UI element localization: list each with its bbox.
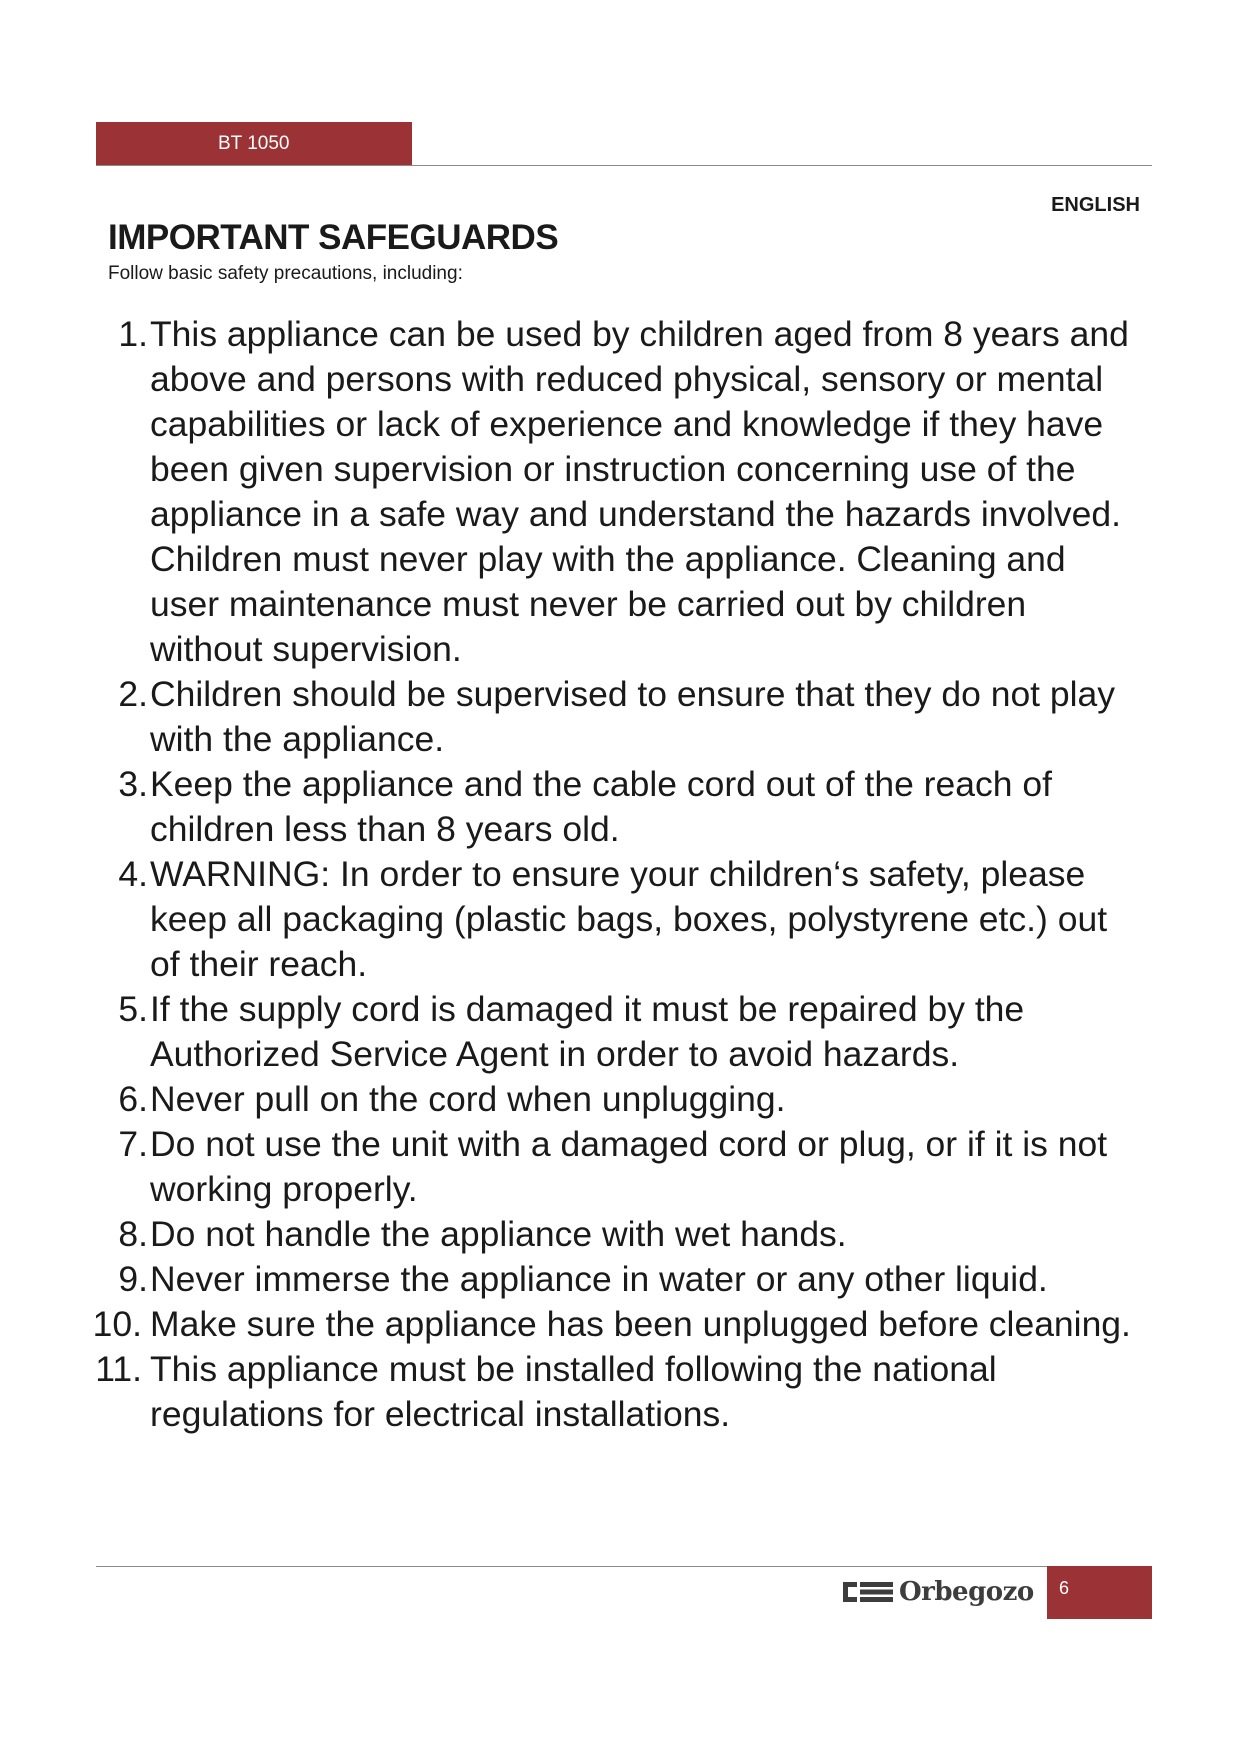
page-title: IMPORTANT SAFEGUARDS [108, 218, 559, 257]
brand-name: Orbegozo [899, 1577, 1034, 1607]
item-text: This appliance must be installed following the national regulations for electrical installations. [150, 1349, 997, 1434]
item-number: 5. [118, 989, 148, 1029]
page-number: 6 [1059, 1578, 1070, 1598]
item-text: WARNING: In order to ensure your children‘s safety, please keep all packaging (plastic bags, boxes, polystyrene etc.) out of their reach. [150, 854, 1108, 984]
page-number-box [1047, 1566, 1152, 1619]
list-item [0, 1212, 1241, 1257]
header-model-tab [96, 122, 412, 166]
safeguards-list [0, 312, 1241, 1437]
item-number: 7. [118, 1124, 148, 1164]
item-number: 2. [118, 674, 148, 714]
item-text: Children should be supervised to ensure that they do not play with the appliance. [150, 674, 1116, 759]
item-text: Never immerse the appliance in water or any other liquid. [150, 1259, 1048, 1299]
item-number: 1. [118, 314, 148, 354]
item-text: Do not use the unit with a damaged cord or plug, or if it is not working properly. [150, 1124, 1108, 1209]
list-item [0, 312, 1241, 672]
item-text: Make sure the appliance has been unplugged before cleaning. [150, 1304, 1131, 1344]
item-text: If the supply cord is damaged it must be repaired by the Authorized Service Agent in order to avoid hazards. [150, 989, 1025, 1074]
model-label: BT 1050 [218, 133, 290, 154]
list-item [0, 1077, 1241, 1122]
list-item [0, 1122, 1241, 1212]
header-divider [96, 165, 1152, 166]
list-item [0, 987, 1241, 1077]
item-number: 6. [118, 1079, 148, 1119]
language-label: ENGLISH [1051, 194, 1140, 216]
brand-mark-icon [843, 1580, 893, 1604]
item-text: Never pull on the cord when unplugging. [150, 1079, 786, 1119]
item-text: Do not handle the appliance with wet hands. [150, 1214, 847, 1254]
item-number: 3. [118, 764, 148, 804]
list-item [0, 852, 1241, 987]
list-item [0, 762, 1241, 852]
list-item [0, 672, 1241, 762]
item-number: 10. [92, 1304, 142, 1344]
list-item [0, 1257, 1241, 1302]
item-number: 9. [118, 1259, 148, 1299]
list-item [0, 1347, 1241, 1437]
item-number: 4. [118, 854, 148, 894]
page-subtitle: Follow basic safety precautions, including: [108, 263, 463, 284]
item-number: 11. [95, 1349, 142, 1389]
item-number: 8. [118, 1214, 148, 1254]
list-item [0, 1302, 1241, 1347]
brand-logo [843, 1575, 1034, 1609]
footer-divider [96, 1566, 1152, 1567]
item-text: Keep the appliance and the cable cord out of the reach of children less than 8 years old. [150, 764, 1052, 849]
item-text: This appliance can be used by children aged from 8 years and above and persons with reduced physical, sensory or mental capabilities or lack of experience and knowledge if they have been given supervision or instruction concerning use of the appliance in a safe way and understand the hazards involved. Children must never play with the appliance. Cleaning and user maintenance must never be carried out by children without supervision. [150, 314, 1129, 669]
